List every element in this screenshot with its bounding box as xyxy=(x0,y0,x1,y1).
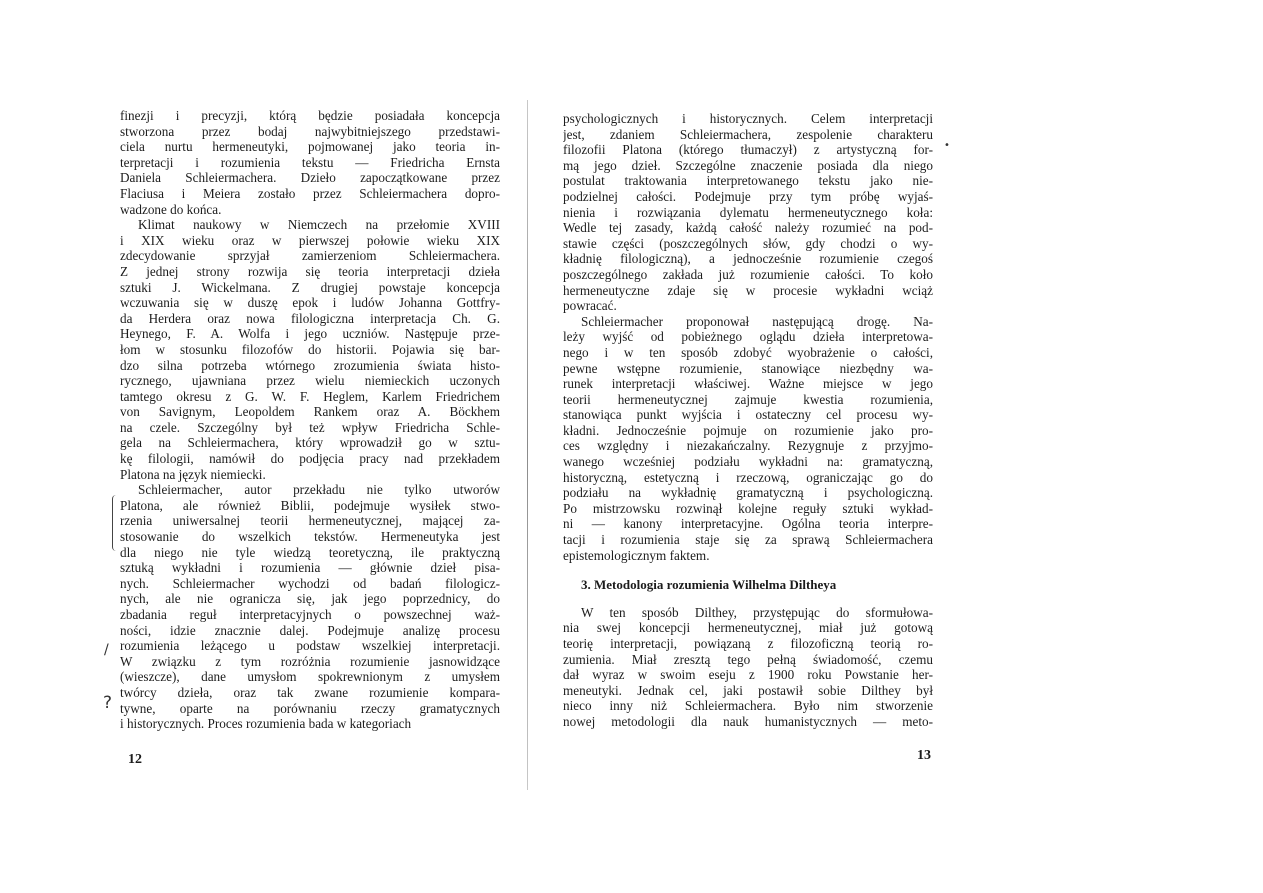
text-line: rzenia uniwersalnej teorii hermeneutycznej, mającej za- xyxy=(120,513,500,529)
text-line: kładni. Jednocześnie pojmuje on rozumienie jako pro- xyxy=(563,422,933,438)
text-line: nego i w ten sposób zdobyć wyobrażenie o całości, xyxy=(563,344,933,360)
text-line: stworzona przez bodaj najwybitniejszego przedstawi- xyxy=(120,123,500,139)
text-line: teorii hermeneutycznej zajmuje kwestia rozumienia, xyxy=(563,391,933,407)
text-line: tacji i rozumienia staje się za sprawą Schleiermachera xyxy=(563,532,933,548)
text-line: zumienia. Miał zresztą tego pełną świadomość, czemu xyxy=(563,651,933,667)
text-line: dzo silna potrzeba wtórnego zrozumienia świata histo- xyxy=(120,357,500,373)
left-page-text xyxy=(120,108,500,732)
text-line: wadzone do końca. xyxy=(120,201,222,217)
text-line: finezji i precyzji, którą będzie posiadała koncepcja xyxy=(120,108,500,123)
text-line: wanego wcześniej podziału wykładni na: gramatyczną, xyxy=(563,454,933,470)
text-line: runek interpretacji właściwej. Ważne miejsce w jego xyxy=(563,376,933,392)
text-line: Platona na język niemiecki. xyxy=(120,466,266,482)
book-gutter xyxy=(527,100,528,790)
text-line: i XIX wieku oraz w pierwszej połowie wieku XIX xyxy=(120,232,500,248)
text-line: Heynego, F. A. Wolfa i jego uczniów. Następuje prze- xyxy=(120,326,500,342)
text-line: stawie części (poszczególnych słów, gdy chodzi o wy- xyxy=(563,235,933,251)
text-line: zdecydowanie sprzyjał zamierzeniom Schleiermachera. xyxy=(120,248,500,264)
text-line: ności, idzie znacznie dalej. Podejmuje analizę procesu xyxy=(120,622,500,638)
text-line: wczuwania się w duszę epok i ludów Johanna Gottfry- xyxy=(120,295,500,311)
text-line: nowej metodologii dla nauk humanistycznych — meto- xyxy=(563,713,933,729)
margin-bracket-mark xyxy=(112,495,119,551)
text-line: leży wyjść od pobieżnego oglądu dzieła interpretowa- xyxy=(563,329,933,345)
margin-dot-mark: • xyxy=(944,140,950,151)
text-line: Schleiermacher proponował następującą drogę. Na- xyxy=(581,313,933,329)
text-line: ces względny i niezakańczalny. Rezygnuje z przyjmo- xyxy=(563,438,933,454)
text-line: ciela nurtu hermeneutyki, pojmowanej jako teoria in- xyxy=(120,139,500,155)
text-line: łom w stosunku filozofów do historii. Pojawia się bar- xyxy=(120,341,500,357)
text-line: tamtego okresu z G. W. F. Heglem, Karlem Friedrichem xyxy=(120,388,500,404)
text-line: gela na Schleiermachera, który wprowadził go w sztu- xyxy=(120,435,500,451)
text-line: stanowiąca punkt wyjścia i ostateczny cel procesu wy- xyxy=(563,407,933,423)
text-line: jest, zdaniem Schleiermachera, zespolenie charakteru xyxy=(563,126,933,142)
text-line: na czele. Szczególny był też wpływ Friedricha Schle- xyxy=(120,419,500,435)
text-line: teorię interpretacji, powiązaną z filozoficzną teorią ro- xyxy=(563,636,933,651)
text-line: powracać. xyxy=(563,298,617,314)
right-page-paragraphs-top xyxy=(563,111,933,563)
text-line: pewne wstępne rozumienie, stanowiące niezbędny wa- xyxy=(563,360,933,376)
text-line: ni — kanony interpretacyjne. Ogólna teoria interpre- xyxy=(563,516,933,532)
text-line: Daniela Schleiermachera. Dzieło zapoczątkowane przez xyxy=(120,170,500,186)
text-line: rycznego, ujawniana przez wielu niemieckich uczonych xyxy=(120,373,500,389)
text-line: zbadania reguł interpretacyjnych o powszechnej waż- xyxy=(120,607,500,622)
text-line: rozumienia leżącego u podstaw wszelkiej interpretacji. xyxy=(120,638,500,654)
text-line: stosowanie do wszelkich tekstów. Hermeneutyka jest xyxy=(120,529,500,545)
text-line: meneutyki. Jednak cel, jaki postawił sobie Dilthey był xyxy=(563,682,933,698)
text-line: da Herdera oraz nowa filologiczna interpretacja Ch. G. xyxy=(120,310,500,326)
text-line: von Savignym, Leopoldem Rankem oraz A. Böckhem xyxy=(120,404,500,420)
margin-handwritten-mark: ? xyxy=(103,693,113,713)
text-line: tywne, oparte na porównaniu rzeczy gramatycznych xyxy=(120,700,500,716)
text-line: Schleiermacher, autor przekładu nie tylko utworów xyxy=(138,482,500,498)
margin-slash-mark: / xyxy=(104,642,109,658)
text-line: terpretacji i rozumienia tekstu — Friedricha Ernsta xyxy=(120,154,500,170)
text-line: historyczną, estetyczną i rzeczową, ograniczając go do xyxy=(563,469,933,485)
text-line: psychologicznych i historycznych. Celem interpretacji xyxy=(563,111,933,126)
text-line: (wieszcze), dane umysłom spokrewnionym z umysłem xyxy=(120,669,500,685)
text-line: W ten sposób Dilthey, przystępując do sformułowa- xyxy=(581,604,933,620)
text-line: filozofii Platona (którego tłumaczył) z artystyczną for- xyxy=(563,142,933,158)
text-line: hermeneutyczne zdaje się w procesie wykładni wciąż xyxy=(563,282,933,298)
text-line: podzielnej całości. Podejmuje przy tym próbę wyjaś- xyxy=(563,188,933,204)
section-heading: 3. Metodologia rozumienia Wilhelma Diltheya xyxy=(581,577,837,593)
text-line: podziału na wykładnię gramatyczną i psychologiczną. xyxy=(563,485,933,501)
text-line: Z jednej strony rozwija się teoria interpretacji dzieła xyxy=(120,263,500,279)
text-line: Po mistrzowsku rozwinął kolejne reguły sztuki wykład- xyxy=(563,500,933,516)
right-page-paragraphs-bottom xyxy=(563,605,933,730)
text-line: nia swej koncepcji hermeneutycznej, miał już gotową xyxy=(563,620,933,636)
text-line: mą jego dzieł. Szczególne znaczenie posiada dla niego xyxy=(563,157,933,173)
text-line: epistemologicznym faktem. xyxy=(563,547,710,563)
text-line: dał wyraz w swoim eseju z 1900 roku Powstanie her- xyxy=(563,667,933,683)
text-line: kę filologii, namówił do podjęcia pracy nad przekładem xyxy=(120,451,500,467)
text-line: Wedle tej zasady, każdą całość należy rozumieć na pod- xyxy=(563,220,933,236)
text-line: poszczególnego zakłada już rozumienie całości. To koło xyxy=(563,266,933,282)
text-line: Klimat naukowy w Niemczech na przełomie XVIII xyxy=(138,217,500,233)
text-line: twórcy dzieła, oraz tak zwane rozumienie kompara- xyxy=(120,684,500,700)
text-line: nych. Schleiermacher wychodzi od badań filologicz- xyxy=(120,575,500,591)
left-page-number: 12 xyxy=(128,752,142,767)
text-line: Platona, ale również Biblii, podejmuje wysiłek stwo- xyxy=(120,497,500,513)
right-page-number: 13 xyxy=(917,748,931,763)
text-line: sztuką wykładni i rozumienia — głównie dzieł pisa- xyxy=(120,560,500,576)
text-line: sztuki J. Wickelmana. Z drugiej powstaje koncepcja xyxy=(120,279,500,295)
text-line: nych, ale nie ogranicza się, jak jego poprzednicy, do xyxy=(120,591,500,607)
text-line: dla niego nie tyle wiedzą teoretyczną, ile praktyczną xyxy=(120,544,500,560)
text-line: W związku z tym rozróżnia rozumienie jasnowidzące xyxy=(120,653,500,669)
text-line: postulat traktowania interpretowanego tekstu jako nie- xyxy=(563,173,933,189)
text-line: nienia i rozwiązania dylematu hermeneutycznego koła: xyxy=(563,204,933,220)
text-line: nieco inny niż Schleiermachera. Było nim stworzenie xyxy=(563,698,933,714)
text-line: Flaciusa i Meiera zostało przez Schleiermachera dopro- xyxy=(120,185,500,201)
right-page-text xyxy=(563,111,933,730)
text-line: i historycznych. Proces rozumienia bada w kategoriach xyxy=(120,716,412,732)
text-line: kładnię filologiczną), a jednocześnie rozumienie czegoś xyxy=(563,251,933,267)
